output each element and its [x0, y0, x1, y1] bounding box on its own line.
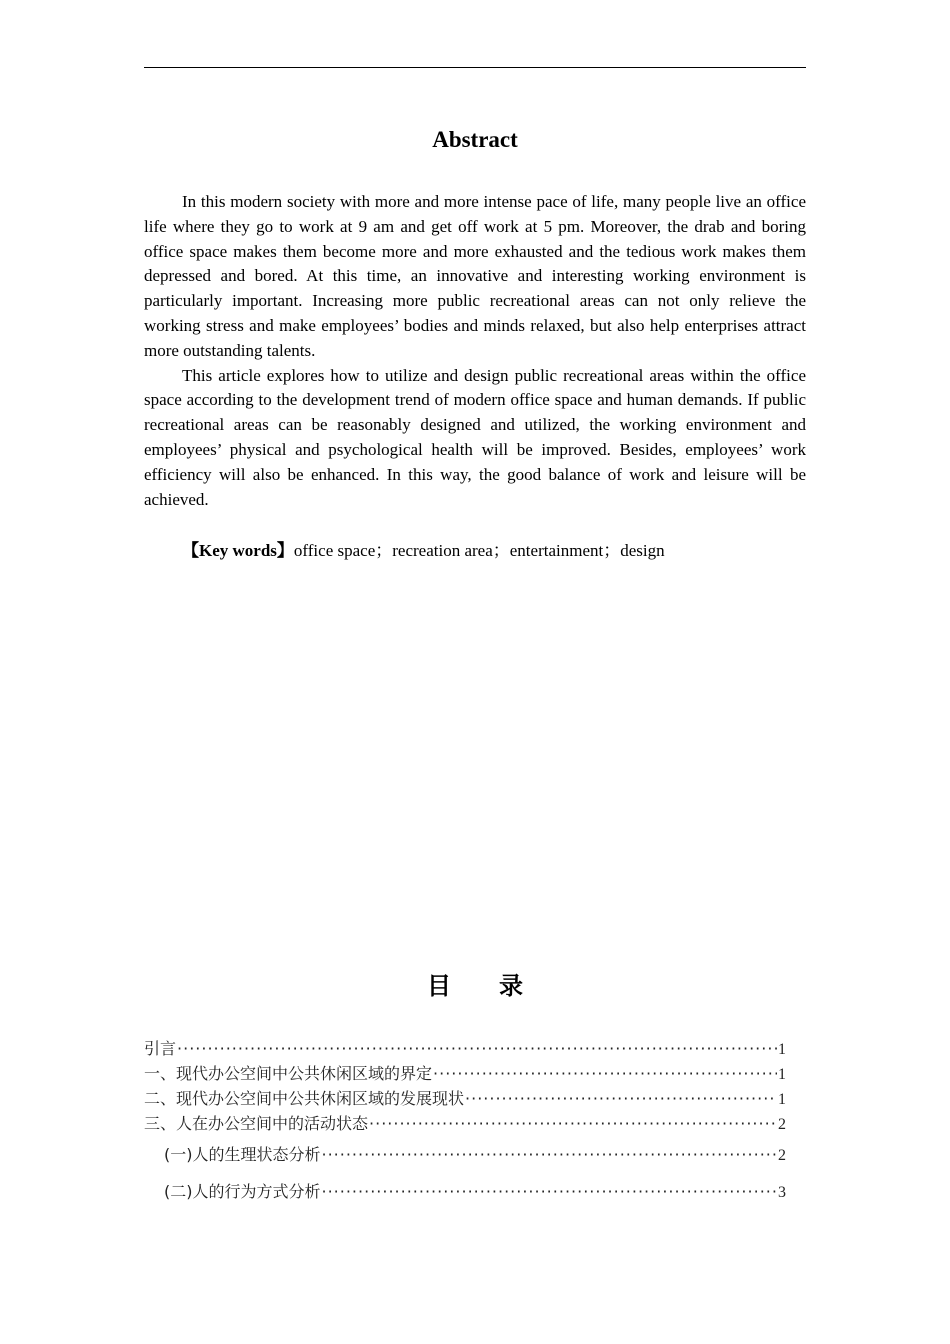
abstract-body	[144, 190, 806, 512]
toc-entry-label: 引言	[144, 1039, 177, 1058]
toc-entry-intro[interactable]	[144, 1036, 786, 1061]
toc-entry-page: 1	[778, 1066, 786, 1083]
keywords-label: 【Key words】	[182, 541, 294, 560]
toc-title	[144, 970, 806, 1002]
toc-entry-page: 2	[778, 1116, 786, 1133]
toc-entry-subsection-3-2[interactable]	[144, 1173, 786, 1210]
toc-entry-label: (一)人的生理状态分析	[164, 1145, 321, 1164]
toc-leader-dots	[433, 1061, 777, 1086]
toc-entry-page: 1	[778, 1041, 786, 1058]
keywords-line	[182, 539, 665, 563]
toc-entry-label: 二、现代办公空间中公共休闲区域的发展现状	[144, 1089, 465, 1108]
toc-entry-label: 一、现代办公空间中公共休闲区域的界定	[144, 1064, 433, 1083]
abstract-title: Abstract	[432, 127, 518, 152]
abstract-paragraph-1: In this modern society with more and more intense pace of life, many people live an office life where they go to work at 9 am and get off work at 5 pm. Moreover, the drab and boring office space makes them become more and more exhausted and the tedious work makes them depressed and bored. At this time, an innovative and interesting working environment is particularly important. Increasing more public recreational areas can not only relieve the working stress and make employees’ bodies and minds relaxed, but also help enterprises attract more outstanding talents.	[144, 192, 806, 360]
toc-entry-subsection-3-1[interactable]	[144, 1136, 786, 1173]
toc-leader-dots	[322, 1173, 778, 1210]
table-of-contents	[144, 1036, 786, 1210]
toc-entry-page: 2	[778, 1147, 786, 1164]
toc-leader-dots	[177, 1036, 777, 1061]
toc-entry-label: (二)人的行为方式分析	[164, 1182, 321, 1201]
abstract-paragraph-2: This article explores how to utilize and design public recreational areas within the office space according to the development trend of modern office space and human demands. If public recreational areas can be reasonably designed and utilized, the working environment and employees’ physical and psychological health will be improved. Besides, employees’ work efficiency will also be enhanced. In this way, the good balance of work and leisure will be achieved.	[144, 365, 806, 509]
toc-title-char-1: 目	[427, 972, 451, 1000]
toc-leader-dots	[369, 1111, 777, 1136]
toc-entry-page: 3	[778, 1184, 786, 1201]
toc-leader-dots	[322, 1136, 778, 1173]
header-rule	[144, 67, 806, 68]
toc-entry-section-2[interactable]	[144, 1086, 786, 1111]
toc-entry-label: 三、人在办公空间中的活动状态	[144, 1114, 369, 1133]
toc-leader-dots	[465, 1086, 777, 1111]
toc-entry-section-1[interactable]	[144, 1061, 786, 1086]
toc-title-char-2: 录	[499, 972, 523, 1000]
toc-entry-page: 1	[778, 1091, 786, 1108]
keywords-text: office space；recreation area；entertainment；design	[293, 541, 665, 560]
toc-entry-section-3[interactable]	[144, 1111, 786, 1136]
